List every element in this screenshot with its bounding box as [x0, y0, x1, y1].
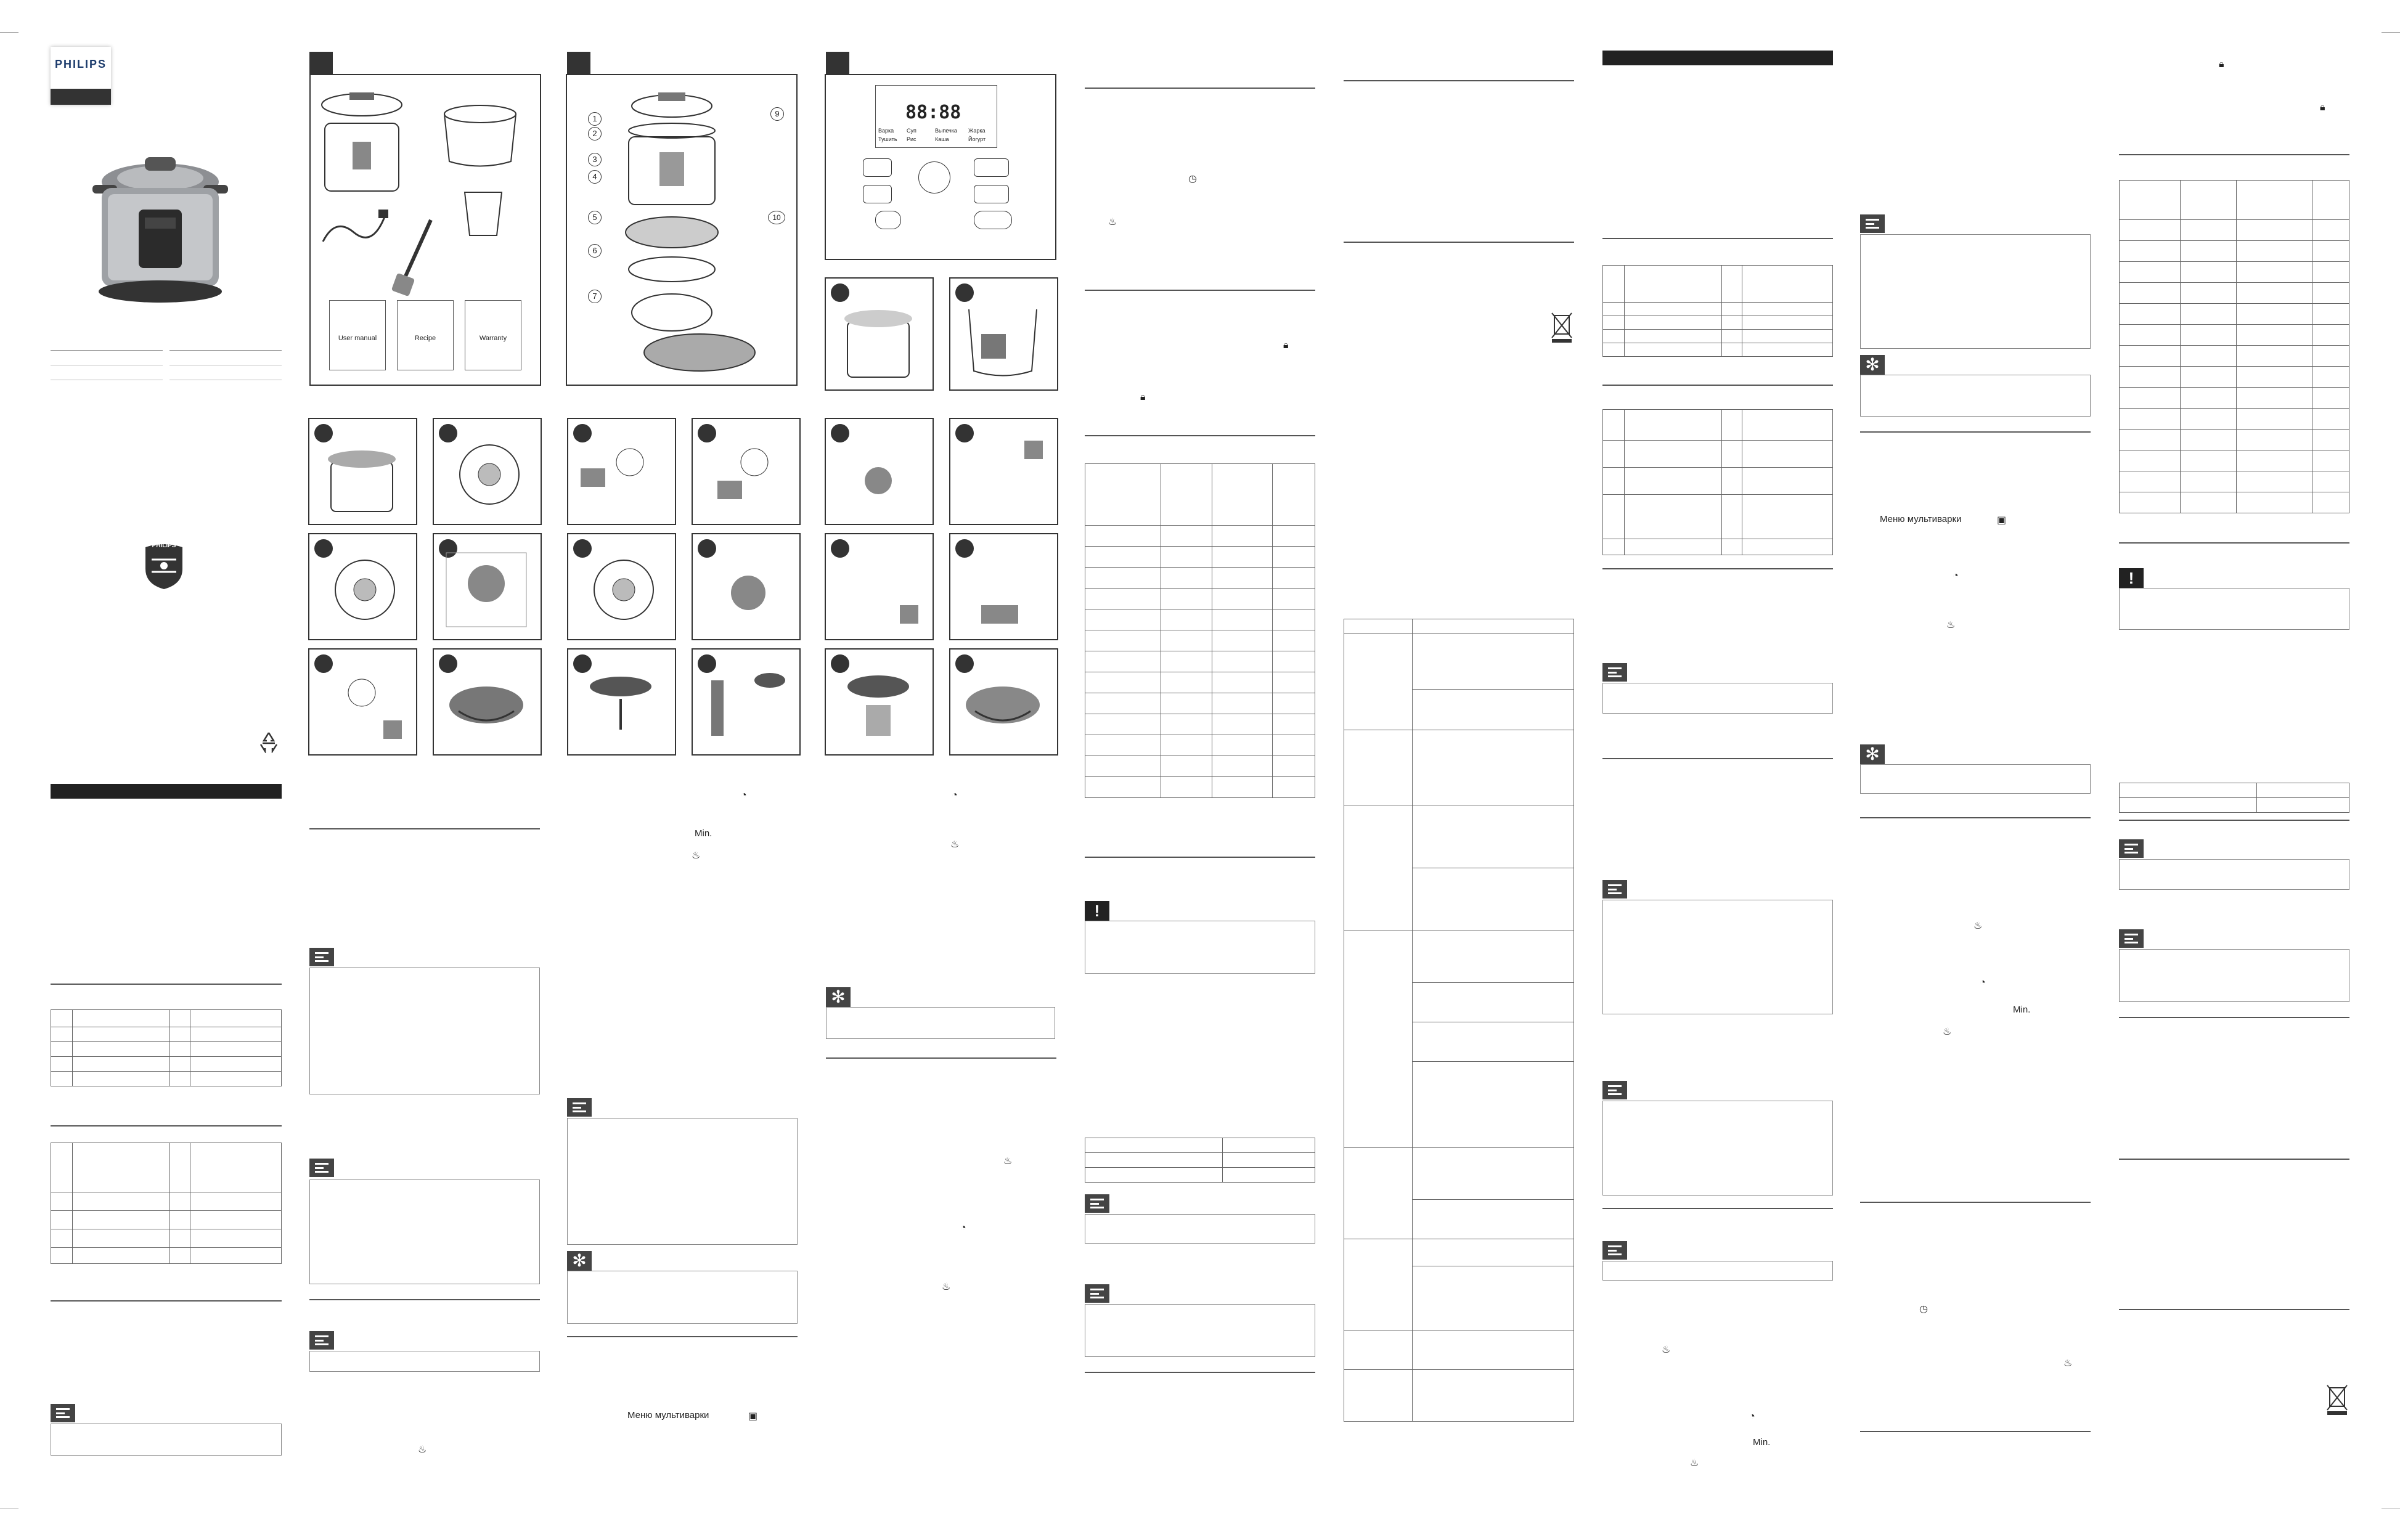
col9-table-2: [2119, 783, 2349, 813]
warranty-label: Warranty: [479, 335, 507, 342]
timer-icon: ◔: [952, 790, 958, 801]
callout-1: 1: [588, 112, 602, 126]
note-icon: [567, 1098, 592, 1117]
step-tile-7: [567, 418, 676, 525]
section-badge-c: [826, 52, 849, 75]
col1-table-2: [51, 1143, 282, 1264]
min-label-3: Min.: [2013, 1004, 2031, 1015]
note-icon: [2119, 929, 2144, 948]
lock-icon: 🔒︎: [2219, 59, 2224, 70]
warranty-booklet: [465, 300, 521, 370]
step-tile-9: [567, 533, 676, 640]
warning-icon: !: [2119, 568, 2144, 588]
lock-icon: 🔒︎: [1283, 340, 1289, 351]
crossed-bin-icon: [1549, 308, 1574, 345]
keep-warm-icon: ♨: [1108, 217, 1117, 227]
step-tile-8: [692, 418, 801, 525]
lock-icon: 🔒︎: [2320, 102, 2325, 113]
step-tile-16: [949, 418, 1058, 525]
components-panel: [566, 74, 798, 386]
col9-table-1: [2119, 180, 2349, 513]
step-tile-17: [825, 533, 934, 640]
box-contents-panel: [309, 74, 541, 386]
tip-icon: ✻: [1860, 744, 1885, 764]
note-icon: [309, 1159, 334, 1177]
callout-9: 9: [770, 107, 784, 121]
philips-logo-text: PHILIPS: [54, 58, 107, 70]
recipe-booklet: [397, 300, 454, 370]
note-icon: [1602, 1241, 1627, 1260]
col6-troubleshoot-table: [1344, 619, 1574, 1422]
callout-3: 3: [588, 153, 602, 166]
callout-6: 6: [588, 244, 602, 258]
mode-label-6: Рис: [907, 136, 916, 142]
keep-warm-icon: ♨: [950, 839, 960, 850]
timer-icon: ◔: [960, 1223, 966, 1233]
note-icon: [1602, 880, 1627, 898]
col1-table-1: [51, 1009, 282, 1086]
keep-warm-icon: ♨: [1973, 921, 1983, 931]
inner-pot-drawing: [440, 103, 520, 171]
section-badge-b: [567, 52, 590, 75]
crossed-bin-icon: [2325, 1380, 2349, 1417]
user-manual-label: User manual: [338, 335, 377, 342]
display-digits: 88:88: [905, 102, 961, 123]
menu-label-2: Меню мультиварки: [1880, 514, 1962, 524]
note-icon: [2119, 839, 2144, 858]
lock-icon: 🔒︎: [1140, 392, 1146, 402]
timer-icon: ◷: [1188, 174, 1197, 184]
philips-logo: [51, 47, 111, 105]
panel-button-bottom-1: [875, 211, 901, 229]
callout-2: 2: [588, 127, 602, 141]
callout-5: 5: [588, 211, 602, 224]
step-tile-18: [949, 533, 1058, 640]
mode-label-8: Йогурт: [968, 136, 986, 142]
mode-label-7: Каша: [935, 136, 949, 142]
warning-icon: !: [1085, 901, 1109, 921]
keep-warm-icon: ♨: [1943, 1027, 1952, 1037]
crop-mark-tr: [2382, 32, 2400, 33]
mode-label-2: Суп: [907, 128, 916, 134]
callout-10: 10: [768, 211, 785, 224]
note-icon: [51, 1404, 75, 1422]
keep-warm-icon: ♨: [1662, 1345, 1671, 1355]
control-panel-display: [875, 85, 997, 148]
timer-icon: ◔: [741, 790, 747, 801]
step-tile-4: [433, 533, 542, 640]
timer-icon: ◔: [1749, 1411, 1755, 1422]
note-icon: [1085, 1194, 1109, 1213]
note-icon: [1085, 1284, 1109, 1303]
measuring-cup-drawing: [452, 186, 514, 242]
note-icon: [1860, 214, 1885, 233]
user-manual-booklet: [329, 300, 386, 370]
exploded-cooker-drawing: [592, 81, 777, 377]
keep-warm-icon: ♨: [692, 850, 701, 861]
panel-button-right-1: [974, 158, 1009, 177]
panel-button-right-2: [974, 185, 1009, 203]
panel-button-bottom-2: [974, 211, 1012, 229]
step-tile-14: [949, 277, 1058, 391]
note-icon: [1602, 663, 1627, 682]
col5-table-2: [1085, 1138, 1315, 1183]
menu-icon: ▣: [748, 1411, 758, 1422]
timer-icon: ◔: [1980, 977, 1986, 988]
keep-warm-icon: ♨: [418, 1444, 427, 1455]
note-icon: [309, 1331, 334, 1350]
timer-icon: ◔: [1953, 571, 1959, 581]
timer-icon: ◷: [1919, 1304, 1928, 1314]
min-label-2: Min.: [1753, 1437, 1771, 1448]
callout-7: 7: [588, 290, 602, 303]
menu-label: Меню мультиварки: [627, 1410, 709, 1420]
step-tile-3: [308, 533, 417, 640]
panel-button-left-1: [863, 158, 892, 177]
step-tile-1: [308, 418, 417, 525]
crop-mark-tl: [0, 32, 18, 33]
keep-warm-icon: ♨: [942, 1282, 951, 1292]
col7-table-1: [1602, 265, 1833, 357]
recycle-icon: [258, 731, 280, 753]
panel-button-left-2: [863, 185, 892, 203]
keep-warm-icon: ♨: [1946, 620, 1956, 630]
col7-table-2: [1602, 409, 1833, 555]
recipe-label: Recipe: [414, 335, 436, 342]
mode-label-5: Тушить: [878, 136, 897, 142]
power-cord-drawing: [317, 198, 391, 254]
step-tile-19: [825, 648, 934, 756]
pressure-cooker-image: [86, 151, 234, 317]
callout-4: 4: [588, 170, 602, 184]
section-badge-a: [309, 52, 333, 75]
keep-warm-icon: ♨: [2063, 1358, 2073, 1369]
mode-label-4: Жарка: [968, 128, 986, 134]
step-tile-6: [433, 648, 542, 756]
tip-icon: ✻: [567, 1251, 592, 1271]
keep-warm-icon: ♨: [1690, 1458, 1699, 1469]
step-tile-11: [567, 648, 676, 756]
min-label: Min.: [695, 828, 712, 839]
step-tile-20: [949, 648, 1058, 756]
step-tile-5: [308, 648, 417, 756]
tip-icon: ✻: [826, 987, 851, 1007]
step-tile-13: [825, 277, 934, 391]
note-icon: [309, 948, 334, 966]
keep-warm-icon: ♨: [1003, 1156, 1013, 1167]
col5-table-1: [1085, 463, 1315, 798]
step-tile-15: [825, 418, 934, 525]
tip-icon: ✻: [1860, 355, 1885, 375]
step-tile-2: [433, 418, 542, 525]
philips-shield-text: PHILIPS: [152, 542, 176, 549]
control-panel-diagram: [825, 74, 1056, 260]
menu-icon: ▣: [1997, 515, 2007, 526]
menu-button-ring: [918, 161, 950, 194]
step-tile-10: [692, 533, 801, 640]
spatula-drawing: [388, 214, 443, 300]
mode-label-1: Варка: [878, 128, 894, 134]
cooker-open-drawing: [316, 86, 408, 197]
step-tile-12: [692, 648, 801, 756]
note-icon: [1602, 1081, 1627, 1099]
mode-label-3: Выпечка: [935, 128, 957, 134]
